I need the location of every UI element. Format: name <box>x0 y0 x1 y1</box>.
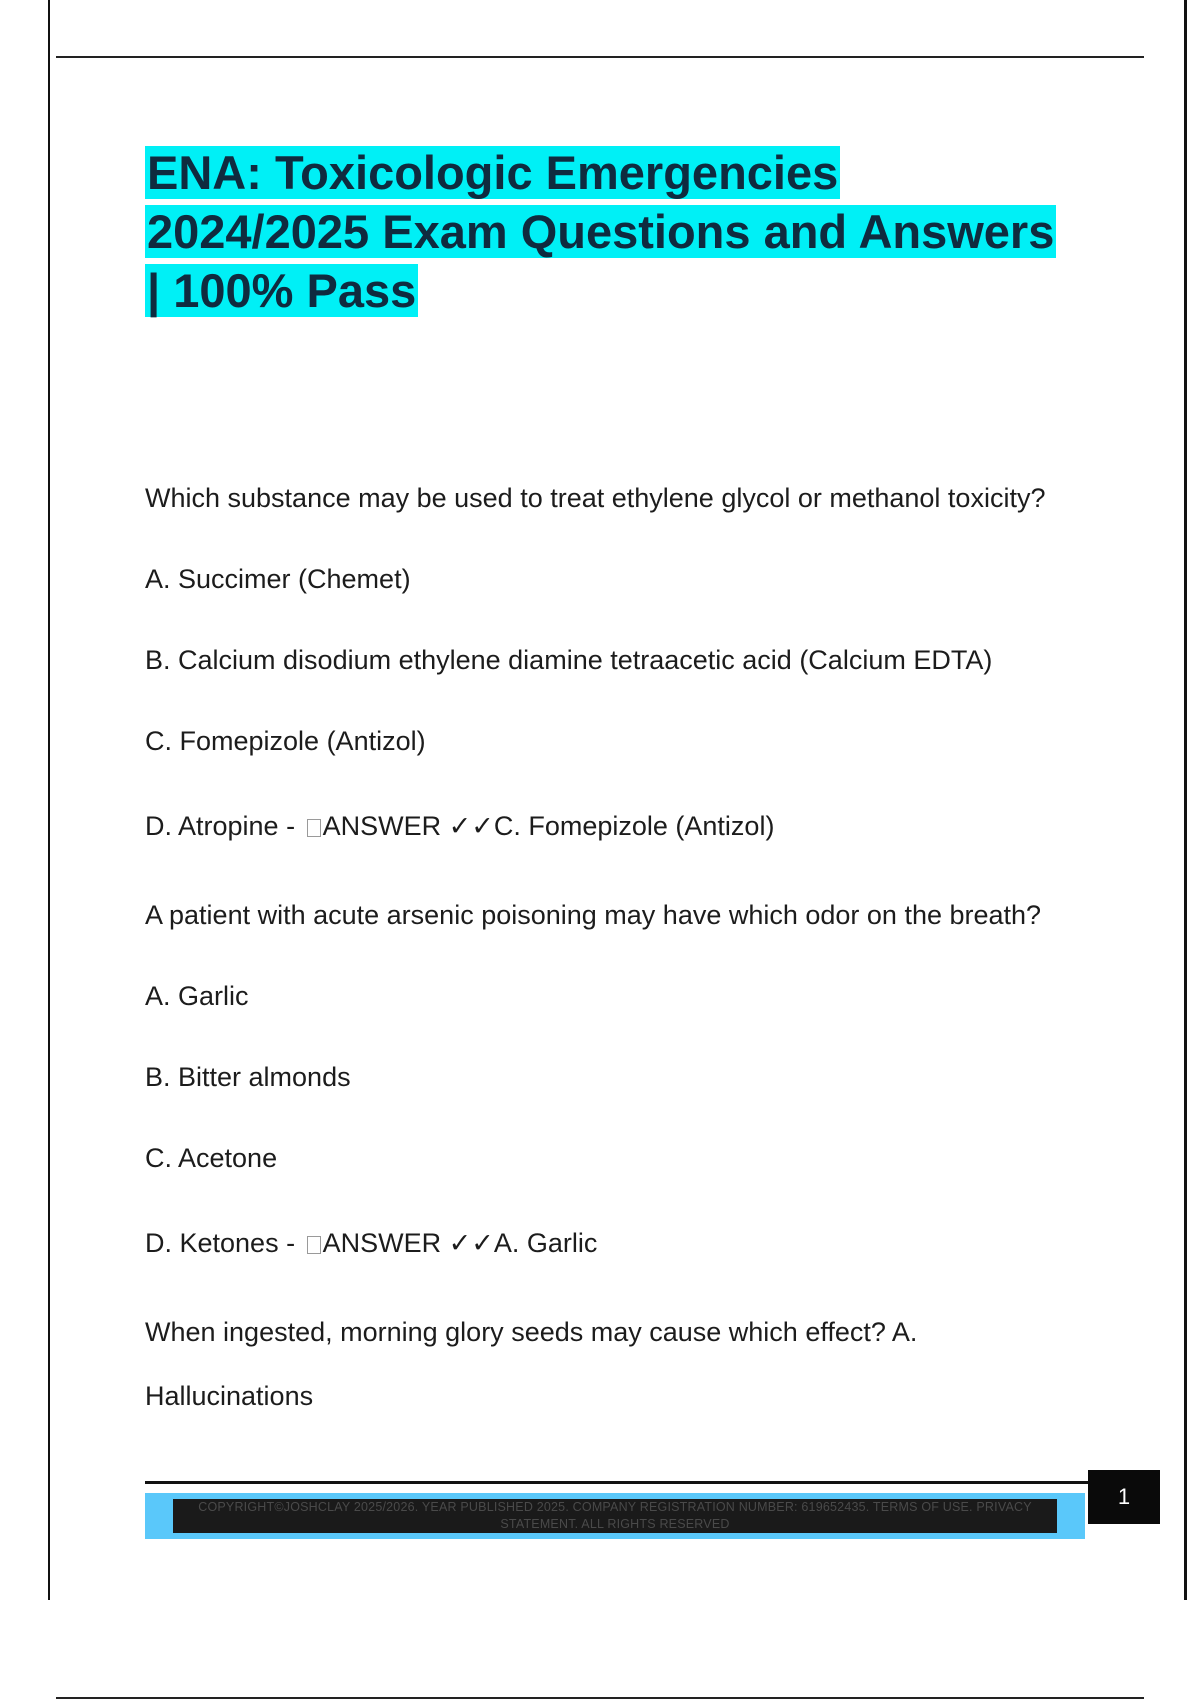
document-title <box>145 143 1085 320</box>
question-1: Which substance may be used to treat ethylene glycol or methanol toxicity? <box>145 483 1046 513</box>
q2-option-d: D. Ketones - <box>145 1228 303 1258</box>
q2-option-c: C. Acetone <box>145 1143 278 1173</box>
document-body <box>145 470 1105 1414</box>
q1-option-a: A. Succimer (Chemet) <box>145 564 411 594</box>
q1-answer-label: ANSWER ✓✓ <box>322 811 494 841</box>
page-number: 1 <box>1088 1470 1160 1524</box>
missing-glyph-box <box>307 819 321 837</box>
header-rule <box>56 56 1144 58</box>
q1-option-b: B. Calcium disodium ethylene diamine tetraacetic acid (Calcium EDTA) <box>145 645 993 675</box>
page-border-left <box>48 0 50 1600</box>
q2-option-d-answer <box>145 1225 1105 1261</box>
q1-answer-value: C. Fomepizole (Antizol) <box>493 811 775 841</box>
question-3-line-2: Hallucinations <box>145 1381 314 1411</box>
copyright-line-2: STATEMENT. ALL RIGHTS RESERVED <box>500 1517 730 1531</box>
footer-rule <box>145 1481 1090 1484</box>
title-line-1: ENA: Toxicologic Emergencies <box>147 146 839 199</box>
page-border-right <box>1184 0 1187 1600</box>
q2-answer-label: ANSWER ✓✓ <box>322 1228 494 1258</box>
q2-option-a: A. Garlic <box>145 981 249 1011</box>
title-line-3: | 100% Pass <box>147 264 417 317</box>
question-2: A patient with acute arsenic poisoning may have which odor on the breath? <box>145 900 1042 930</box>
next-page-rule <box>56 1697 1144 1699</box>
question-3-line-1: When ingested, morning glory seeds may cause which effect? A. <box>145 1317 918 1347</box>
q2-answer-value: A. Garlic <box>493 1228 598 1258</box>
q2-option-b: B. Bitter almonds <box>145 1062 351 1092</box>
q1-option-d-answer <box>145 808 1105 844</box>
q1-option-d: D. Atropine - <box>145 811 303 841</box>
q1-option-c: C. Fomepizole (Antizol) <box>145 726 426 756</box>
copyright-line-1: COPYRIGHT©JOSHCLAY 2025/2026. YEAR PUBLISHED 2025. COMPANY REGISTRATION NUMBER: 619652435. TERMS OF USE. PRIVACY <box>198 1500 1032 1514</box>
missing-glyph-box <box>307 1236 321 1254</box>
title-line-2: 2024/2025 Exam Questions and Answers <box>147 205 1055 258</box>
footer-copyright-band <box>145 1493 1085 1539</box>
copyright-notice <box>173 1499 1057 1533</box>
